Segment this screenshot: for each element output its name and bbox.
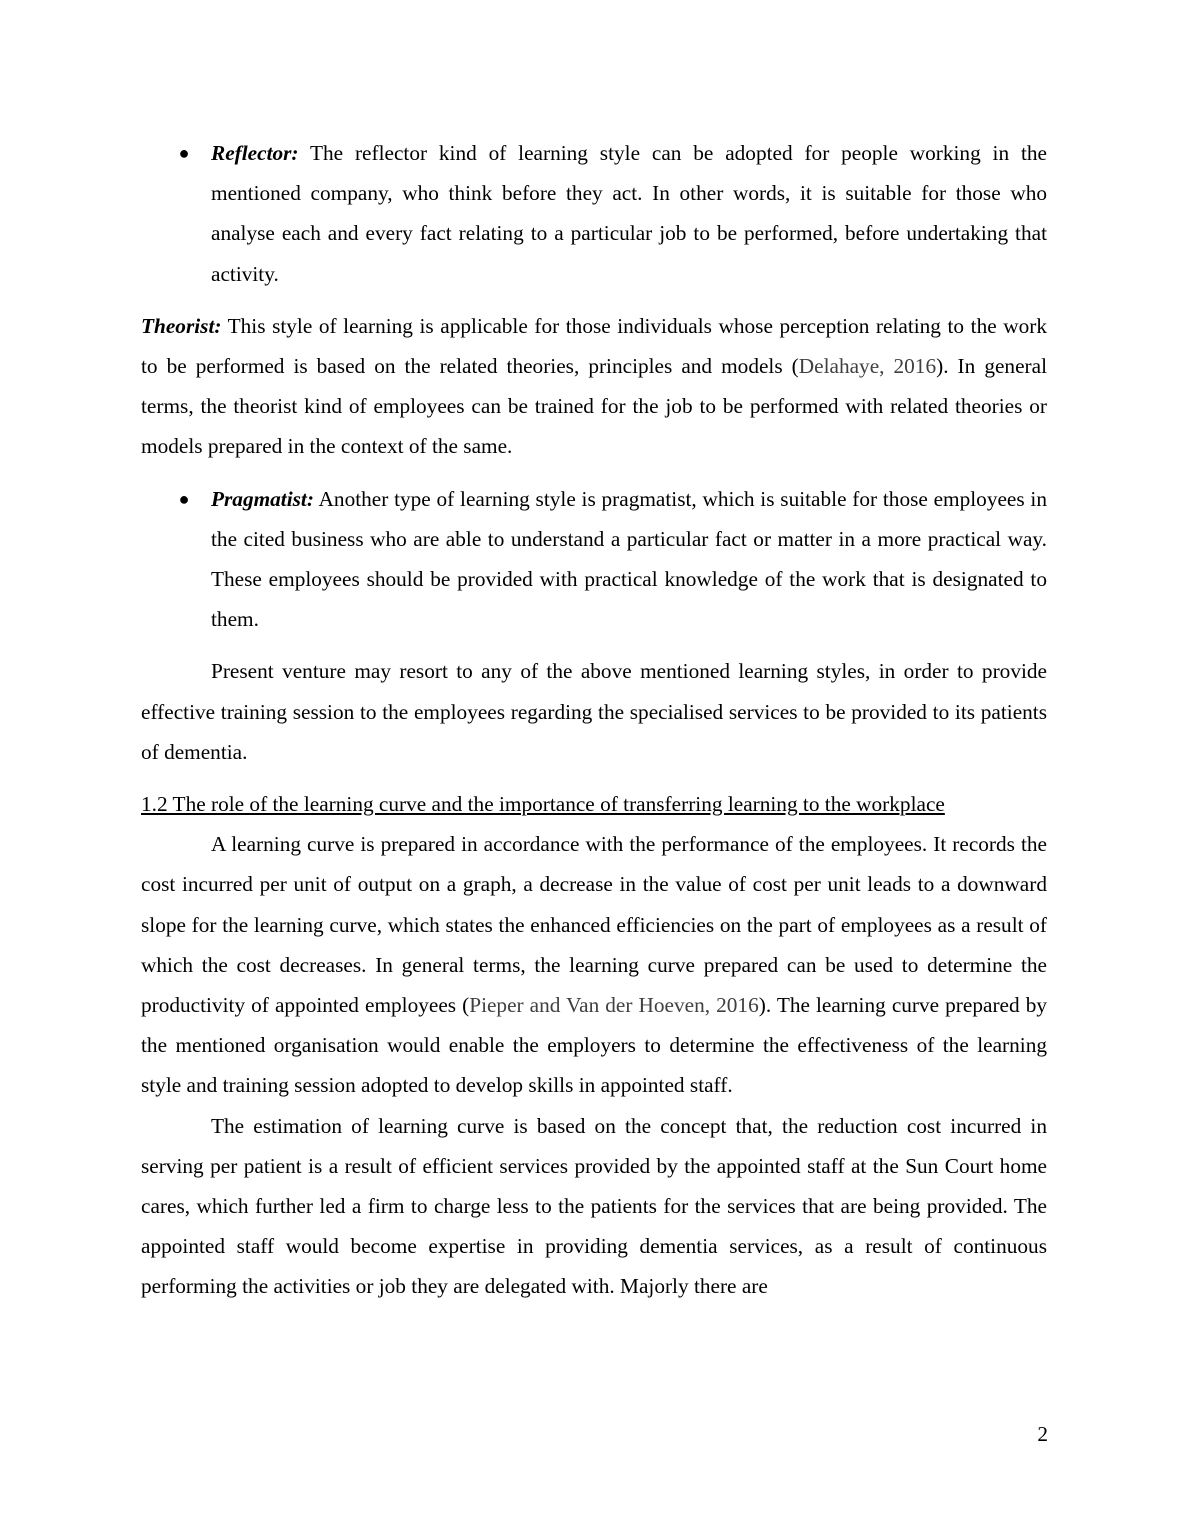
learning-curve-text-after: ). The learning curve prepared by the mentioned organisation would enable the employers to determine the effectiveness of the learning style and training session adopted to develop skills in appointed staff. xyxy=(141,993,1048,1098)
bullet-pragmatist xyxy=(141,479,1047,640)
citation-delahaye: Delahaye, 2016 xyxy=(798,354,937,379)
bullet-dot-icon: ● xyxy=(178,143,190,163)
page-content xyxy=(141,133,1047,1307)
reflector-text: The reflector kind of learning style can be adopted for people working in the mentioned company, who think before they act. In other words, it is suitable for those who analyse each and every fact relating to a particular job to be performed, before undertaking that activity. xyxy=(211,141,1047,286)
paragraph-estimation: The estimation of learning curve is based on the concept that, the reduction cost incurred in serving per patient is a result of efficient services provided by the appointed staff at the Sun Court home cares, which further led a firm to charge less to the patients for the services that are being provided. The appointed staff would become expertise in providing dementia services, as a result of continuous performing the activities or job they are delegated with. Majorly there are xyxy=(141,1113,1047,1299)
term-theorist: Theorist: xyxy=(141,313,222,338)
paragraph-learning-curve xyxy=(141,824,1047,1105)
paragraph-summary: Present venture may resort to any of the above mentioned learning styles, in order to provide effective training session to the employees regarding the specialised services to be provided to its patients of dementia. xyxy=(141,659,1047,764)
term-pragmatist: Pragmatist: xyxy=(211,486,314,511)
bullet-reflector xyxy=(141,133,1047,294)
citation-pieper: Pieper and Van der Hoeven, 2016 xyxy=(469,993,759,1018)
bullet-dot-icon: ● xyxy=(178,488,190,509)
theorist-text-after: ). In general terms, the theorist kind of employees can be trained for the job to be performed with related theories or models prepared in the context of the same. xyxy=(141,354,1047,459)
theorist-text-before: This style of learning is applicable for those individuals whose perception relating to the work to be performed is based on the related theories, principles and models ( xyxy=(141,313,1047,379)
pragmatist-text: Another type of learning style is pragmatist, which is suitable for those employees in the cited business who are able to understand a particular fact or matter in a more practical way. These employees should be provided with practical knowledge of the work that is designated to them. xyxy=(211,486,1047,632)
learning-curve-text-before: A learning curve is prepared in accordance with the performance of the employees. It records the cost incurred per unit of output on a graph, a decrease in the value of cost per unit leads to a downward slope for the learning curve, which states the enhanced efficiencies on the part of employees as a result of which the cost decreases. In general terms, the learning curve prepared can be used to determine the productivity of appointed employees ( xyxy=(141,832,1047,1018)
paragraph-theorist xyxy=(141,306,1047,467)
page-number: 2 xyxy=(1037,1422,1048,1446)
section-heading: 1.2 The role of the learning curve and the importance of transferring learning to the workplace xyxy=(141,792,945,817)
term-reflector: Reflector: xyxy=(211,141,299,165)
